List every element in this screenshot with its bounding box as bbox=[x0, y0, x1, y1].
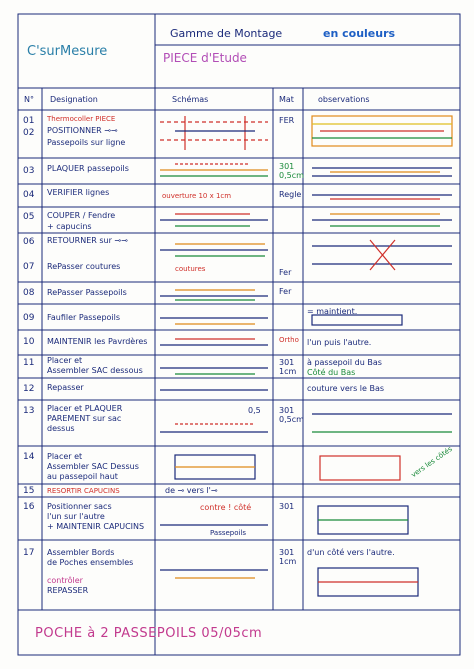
row-num: 11 bbox=[23, 358, 35, 368]
logo-text: C'surMesure bbox=[27, 44, 108, 59]
row-designation: PLAQUER passepoils bbox=[47, 164, 129, 173]
row-num: 04 bbox=[23, 190, 35, 200]
footer-note: POCHE à 2 PASSEPOILS 05/05cm bbox=[35, 626, 263, 641]
row-designation: Placer et bbox=[47, 356, 83, 365]
row-designation: Assembler SAC Dessus bbox=[47, 462, 139, 471]
row-schema-note: ouverture 10 x 1cm bbox=[162, 192, 232, 200]
row-mat: 301 0,5cm bbox=[279, 406, 304, 424]
row-designation: contrôler bbox=[47, 576, 83, 585]
row-num: 14 bbox=[23, 452, 35, 462]
col-header-schemas: Schémas bbox=[172, 95, 209, 104]
row-designation: Assembler Bords bbox=[47, 548, 115, 557]
row-observation: l'un puis l'autre. bbox=[307, 338, 372, 347]
row-designation: Assembler SAC dessous bbox=[47, 366, 143, 375]
row-designation: RESORTIR CAPUCINS bbox=[47, 487, 120, 495]
row-num: 09 bbox=[23, 313, 35, 323]
row-mat: Regle bbox=[279, 190, 302, 199]
row-mat: Fer bbox=[279, 287, 292, 296]
row-designation: Repasser bbox=[47, 383, 84, 392]
page-title: Gamme de Montage bbox=[170, 27, 283, 40]
row-designation: + MAINTENIR CAPUCINS bbox=[47, 522, 145, 531]
row-num: 08 bbox=[23, 288, 35, 298]
row-observation: d'un côté vers l'autre. bbox=[307, 548, 395, 557]
row-designation: l'un sur l'autre bbox=[47, 512, 105, 521]
row-designation: dessus bbox=[47, 424, 75, 433]
row-designation: Passepoils sur ligne bbox=[47, 138, 126, 147]
row-designation: Faufiler Passepoils bbox=[47, 313, 121, 322]
col-header-designation: Designation bbox=[50, 95, 98, 104]
row-designation: Placer et bbox=[47, 452, 83, 461]
row-num: 16 bbox=[23, 502, 35, 512]
row-designation: + capucins bbox=[47, 222, 92, 231]
row-num: 01 bbox=[23, 116, 35, 126]
row-mat: Ortho bbox=[279, 336, 299, 344]
row-observation: vers les côtés bbox=[409, 445, 454, 480]
row-mat: 301 0,5cm bbox=[279, 162, 304, 180]
col-header-num: N° bbox=[24, 95, 34, 104]
row-num: 05 bbox=[23, 212, 35, 222]
row-mat: 301 bbox=[279, 502, 295, 511]
page-subtitle: en couleurs bbox=[323, 27, 396, 40]
row-mat: Fer bbox=[279, 268, 292, 277]
row-schema-note: 0,5 bbox=[248, 406, 261, 415]
row-observation: Côté du Bas bbox=[307, 368, 356, 377]
row-designation: COUPER / Fendre bbox=[47, 211, 116, 220]
row-designation: RePasser coutures bbox=[47, 262, 121, 271]
row-num: 07 bbox=[23, 262, 35, 272]
row-mat: 301 1cm bbox=[279, 548, 297, 566]
row-designation: VERIFIER lignes bbox=[47, 188, 110, 197]
row-designation: de Poches ensembles bbox=[47, 558, 134, 567]
row-designation: RETOURNER sur ⊸⊸ bbox=[47, 236, 128, 245]
row-observation: = maintient. bbox=[307, 307, 358, 316]
row-num: 17 bbox=[23, 548, 35, 558]
row-mat: 301 1cm bbox=[279, 358, 297, 376]
row-designation: au passepoil haut bbox=[47, 472, 118, 481]
row-designation: Placer et PLAQUER bbox=[47, 404, 123, 413]
row-designation: RePasser Passepoils bbox=[47, 288, 127, 297]
row-designation: POSITIONNER ⊸⊸ bbox=[47, 126, 118, 135]
row-num: 10 bbox=[23, 337, 35, 347]
row-observation: couture vers le Bas bbox=[307, 384, 385, 393]
piece-label: PIECE d'Etude bbox=[163, 51, 247, 65]
row-num: 13 bbox=[23, 406, 35, 416]
row-num: 15 bbox=[23, 486, 35, 496]
row-designation: MAINTENIR les Pavrdères bbox=[47, 337, 148, 346]
row-schema-note: contre ! côté bbox=[200, 503, 252, 512]
row-designation: PAREMENT sur sac bbox=[47, 414, 122, 423]
col-header-mat: Mat bbox=[279, 95, 294, 104]
row-schema-note: Passepoils bbox=[210, 529, 247, 537]
row-num: 02 bbox=[23, 128, 35, 138]
col-header-observations: observations bbox=[318, 95, 370, 104]
row-designation: Positionner sacs bbox=[47, 502, 112, 511]
row-designation: Thermocoller PIECE bbox=[47, 115, 116, 123]
row-schema-note: de ⊸ vers l'⊸ bbox=[165, 486, 218, 495]
row-observation: à passepoil du Bas bbox=[307, 358, 382, 367]
row-designation: REPASSER bbox=[47, 586, 89, 595]
row-num: 03 bbox=[23, 166, 35, 176]
row-num: 06 bbox=[23, 237, 35, 247]
row-mat: FER bbox=[279, 116, 295, 125]
row-schema-note: coutures bbox=[175, 265, 206, 273]
row-num: 12 bbox=[23, 384, 35, 394]
